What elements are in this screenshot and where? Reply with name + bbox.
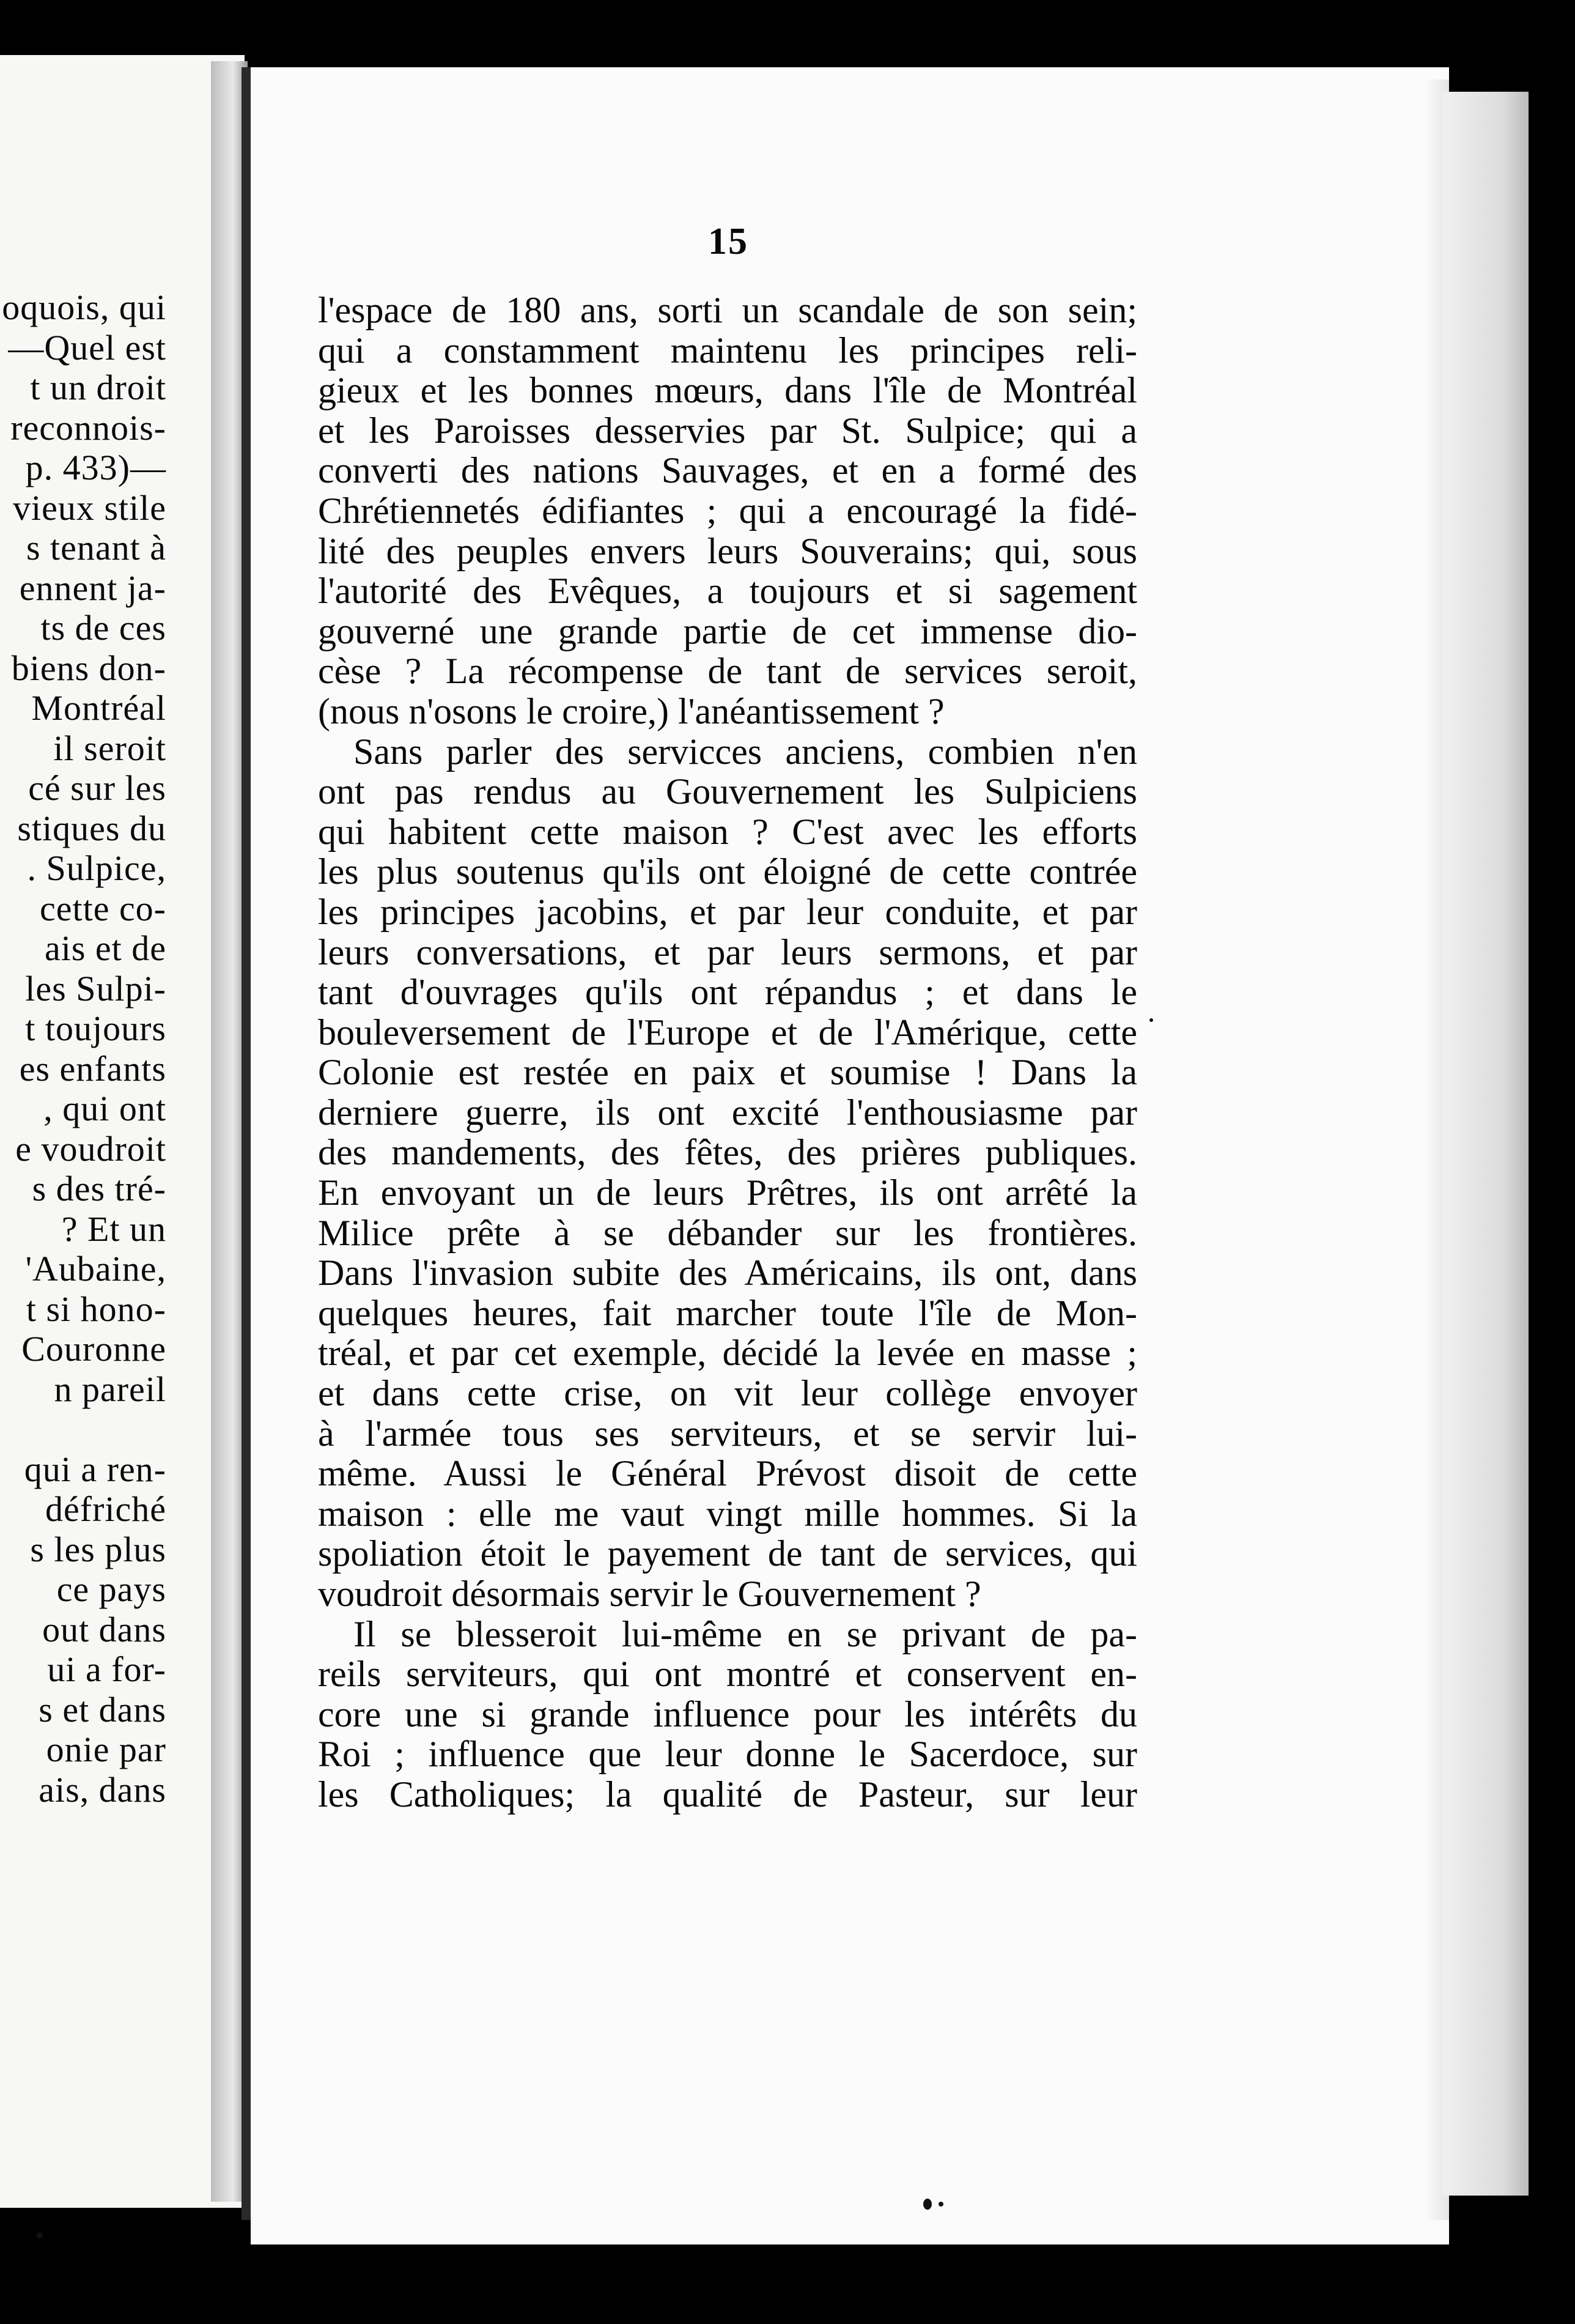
text-line: les principes jacobins, et par leur conduite, et par: [318, 891, 1137, 932]
facing-page-line: il seroit: [53, 728, 166, 768]
facing-page-line: [0, 1409, 166, 1449]
facing-page-line: t si hono-: [26, 1289, 166, 1329]
text-line: qui habitent cette maison ? C'est avec les efforts: [318, 811, 1137, 852]
ink-speck: [923, 2199, 932, 2210]
facing-page-line: onie par: [46, 1730, 166, 1769]
text-line: même. Aussi le Général Prévost disoit de cette: [318, 1453, 1137, 1494]
facing-page-line: n pareil: [54, 1369, 166, 1409]
facing-page-line: es enfants: [19, 1048, 166, 1089]
page-number: 15: [708, 221, 748, 262]
facing-page-line: oquois, qui: [2, 287, 166, 327]
text-line: gieux et les bonnes mœurs, dans l'île de Montréal: [318, 370, 1137, 411]
facing-page-line: reconnois-: [10, 407, 166, 448]
facing-page-line: biens don-: [11, 648, 166, 688]
text-line: derniere guerre, ils ont excité l'enthousiasme par: [318, 1092, 1137, 1133]
facing-page-line: ennent ja-: [19, 568, 166, 608]
text-line: Colonie est restée en paix et soumise ! Dans la: [318, 1052, 1137, 1093]
facing-page-line: s les plus: [30, 1529, 166, 1569]
text-line: les plus soutenus qu'ils ont éloigné de cette contrée: [318, 851, 1137, 892]
text-line: core une si grande influence pour les intérêts du: [318, 1693, 1137, 1734]
facing-page-line: ce pays: [56, 1569, 166, 1609]
facing-page-line: t toujours: [25, 1008, 166, 1048]
facing-page-text: [0, 287, 166, 1810]
text-line: Chrétiennetés édifiantes ; qui a encouragé la fidé-: [318, 490, 1137, 531]
text-line: bouleversement de l'Europe et de l'Amérique, cette: [318, 1012, 1137, 1053]
facing-page-line: out dans: [42, 1609, 166, 1649]
facing-page-line: ais et de: [44, 928, 166, 968]
text-line: des mandements, des fêtes, des prières publiques.: [318, 1132, 1137, 1173]
text-line: à l'armée tous ses serviteurs, et se servir lui-: [318, 1413, 1137, 1454]
text-line: En envoyant un de leurs Prêtres, ils ont arrêté la: [318, 1172, 1137, 1213]
text-line: Sans parler des servicces anciens, combien n'en: [353, 731, 1137, 772]
facing-page-line: stiques du: [17, 808, 166, 848]
text-line: spoliation étoit le payement de tant de services, qui: [318, 1533, 1137, 1574]
text-line: gouverné une grande partie de cet immense dio-: [318, 610, 1137, 651]
page-body-text: [318, 290, 1137, 1815]
facing-page-line: défriché: [45, 1489, 166, 1529]
facing-page-line: ? Et un: [61, 1208, 166, 1249]
text-line: (nous n'osons le croire,) l'anéantissement ?: [318, 690, 945, 731]
facing-page-line: cette co-: [39, 888, 166, 928]
text-line: quelques heures, fait marcher toute l'île de Mon-: [318, 1292, 1137, 1333]
text-line: qui a constamment maintenu les principes reli-: [318, 330, 1137, 371]
facing-page-line: qui a ren-: [24, 1449, 166, 1489]
text-line: les Catholiques; la qualité de Pasteur, sur leur: [318, 1774, 1137, 1815]
facing-page-line: s tenant à: [26, 528, 166, 568]
facing-page-line: les Sulpi-: [25, 968, 166, 1008]
text-line: lité des peuples envers leurs Souverains; qui, sous: [318, 530, 1137, 571]
ink-speck: [939, 2202, 943, 2207]
text-line: l'autorité des Evêques, a toujours et si sagement: [318, 571, 1137, 612]
text-line: ont pas rendus au Gouvernement les Sulpiciens: [318, 771, 1137, 812]
facing-page-line: —Quel est: [8, 327, 166, 368]
text-line: leurs conversations, et par leurs sermons, et par: [318, 931, 1137, 972]
facing-page-line: cé sur les: [28, 768, 166, 808]
facing-page-line: e voudroit: [15, 1128, 166, 1169]
facing-page-line: ui a for-: [47, 1649, 166, 1689]
facing-page-line: p. 433)—: [25, 448, 166, 487]
text-line: Il se blesseroit lui-même en se privant de pa-: [353, 1613, 1137, 1654]
facing-page-line: ts de ces: [40, 608, 166, 648]
ink-speck: [37, 2232, 43, 2238]
facing-page-line: Montréal: [31, 688, 166, 728]
ink-speck: [1149, 1018, 1153, 1022]
facing-page-line: Couronne: [21, 1329, 166, 1369]
text-line: tant d'ouvrages qu'ils ont répandus ; et dans le: [318, 972, 1137, 1013]
facing-page-left: [0, 55, 245, 2208]
facing-page-line: . Sulpice,: [27, 848, 166, 888]
text-line: l'espace de 180 ans, sorti un scandale de son sein;: [318, 290, 1137, 330]
text-line: maison : elle me vaut vingt mille hommes. Si la: [318, 1493, 1137, 1534]
facing-page-line: , qui ont: [43, 1089, 166, 1128]
facing-page-line: t un droit: [30, 368, 166, 407]
facing-page-line: ais, dans: [39, 1769, 166, 1810]
text-line: Milice prête à se débander sur les frontières.: [318, 1212, 1137, 1253]
text-line: voudroit désormais servir le Gouvernement ?: [318, 1574, 981, 1614]
text-line: converti des nations Sauvages, et en a formé des: [318, 450, 1137, 491]
facing-page-line: s et dans: [39, 1689, 166, 1730]
facing-page-line: 'Aubaine,: [25, 1249, 166, 1289]
text-line: et les Paroisses desservies par St. Sulpice; qui a: [318, 410, 1137, 451]
text-line: cèse ? La récompense de tant de services seroit,: [318, 651, 1137, 692]
text-line: Roi ; influence que leur donne le Sacerdoce, sur: [318, 1734, 1137, 1775]
text-line: reils serviteurs, qui ont montré et conservent en-: [318, 1654, 1137, 1695]
facing-page-line: vieux stile: [12, 487, 166, 528]
facing-page-line: s des tré-: [32, 1169, 166, 1208]
text-line: tréal, et par cet exemple, décidé la levée en masse ;: [318, 1333, 1137, 1374]
text-line: Dans l'invasion subite des Américains, ils ont, dans: [318, 1253, 1137, 1293]
text-line: et dans cette crise, on vit leur collège envoyer: [318, 1373, 1137, 1414]
page-edge: [1443, 92, 1529, 2196]
